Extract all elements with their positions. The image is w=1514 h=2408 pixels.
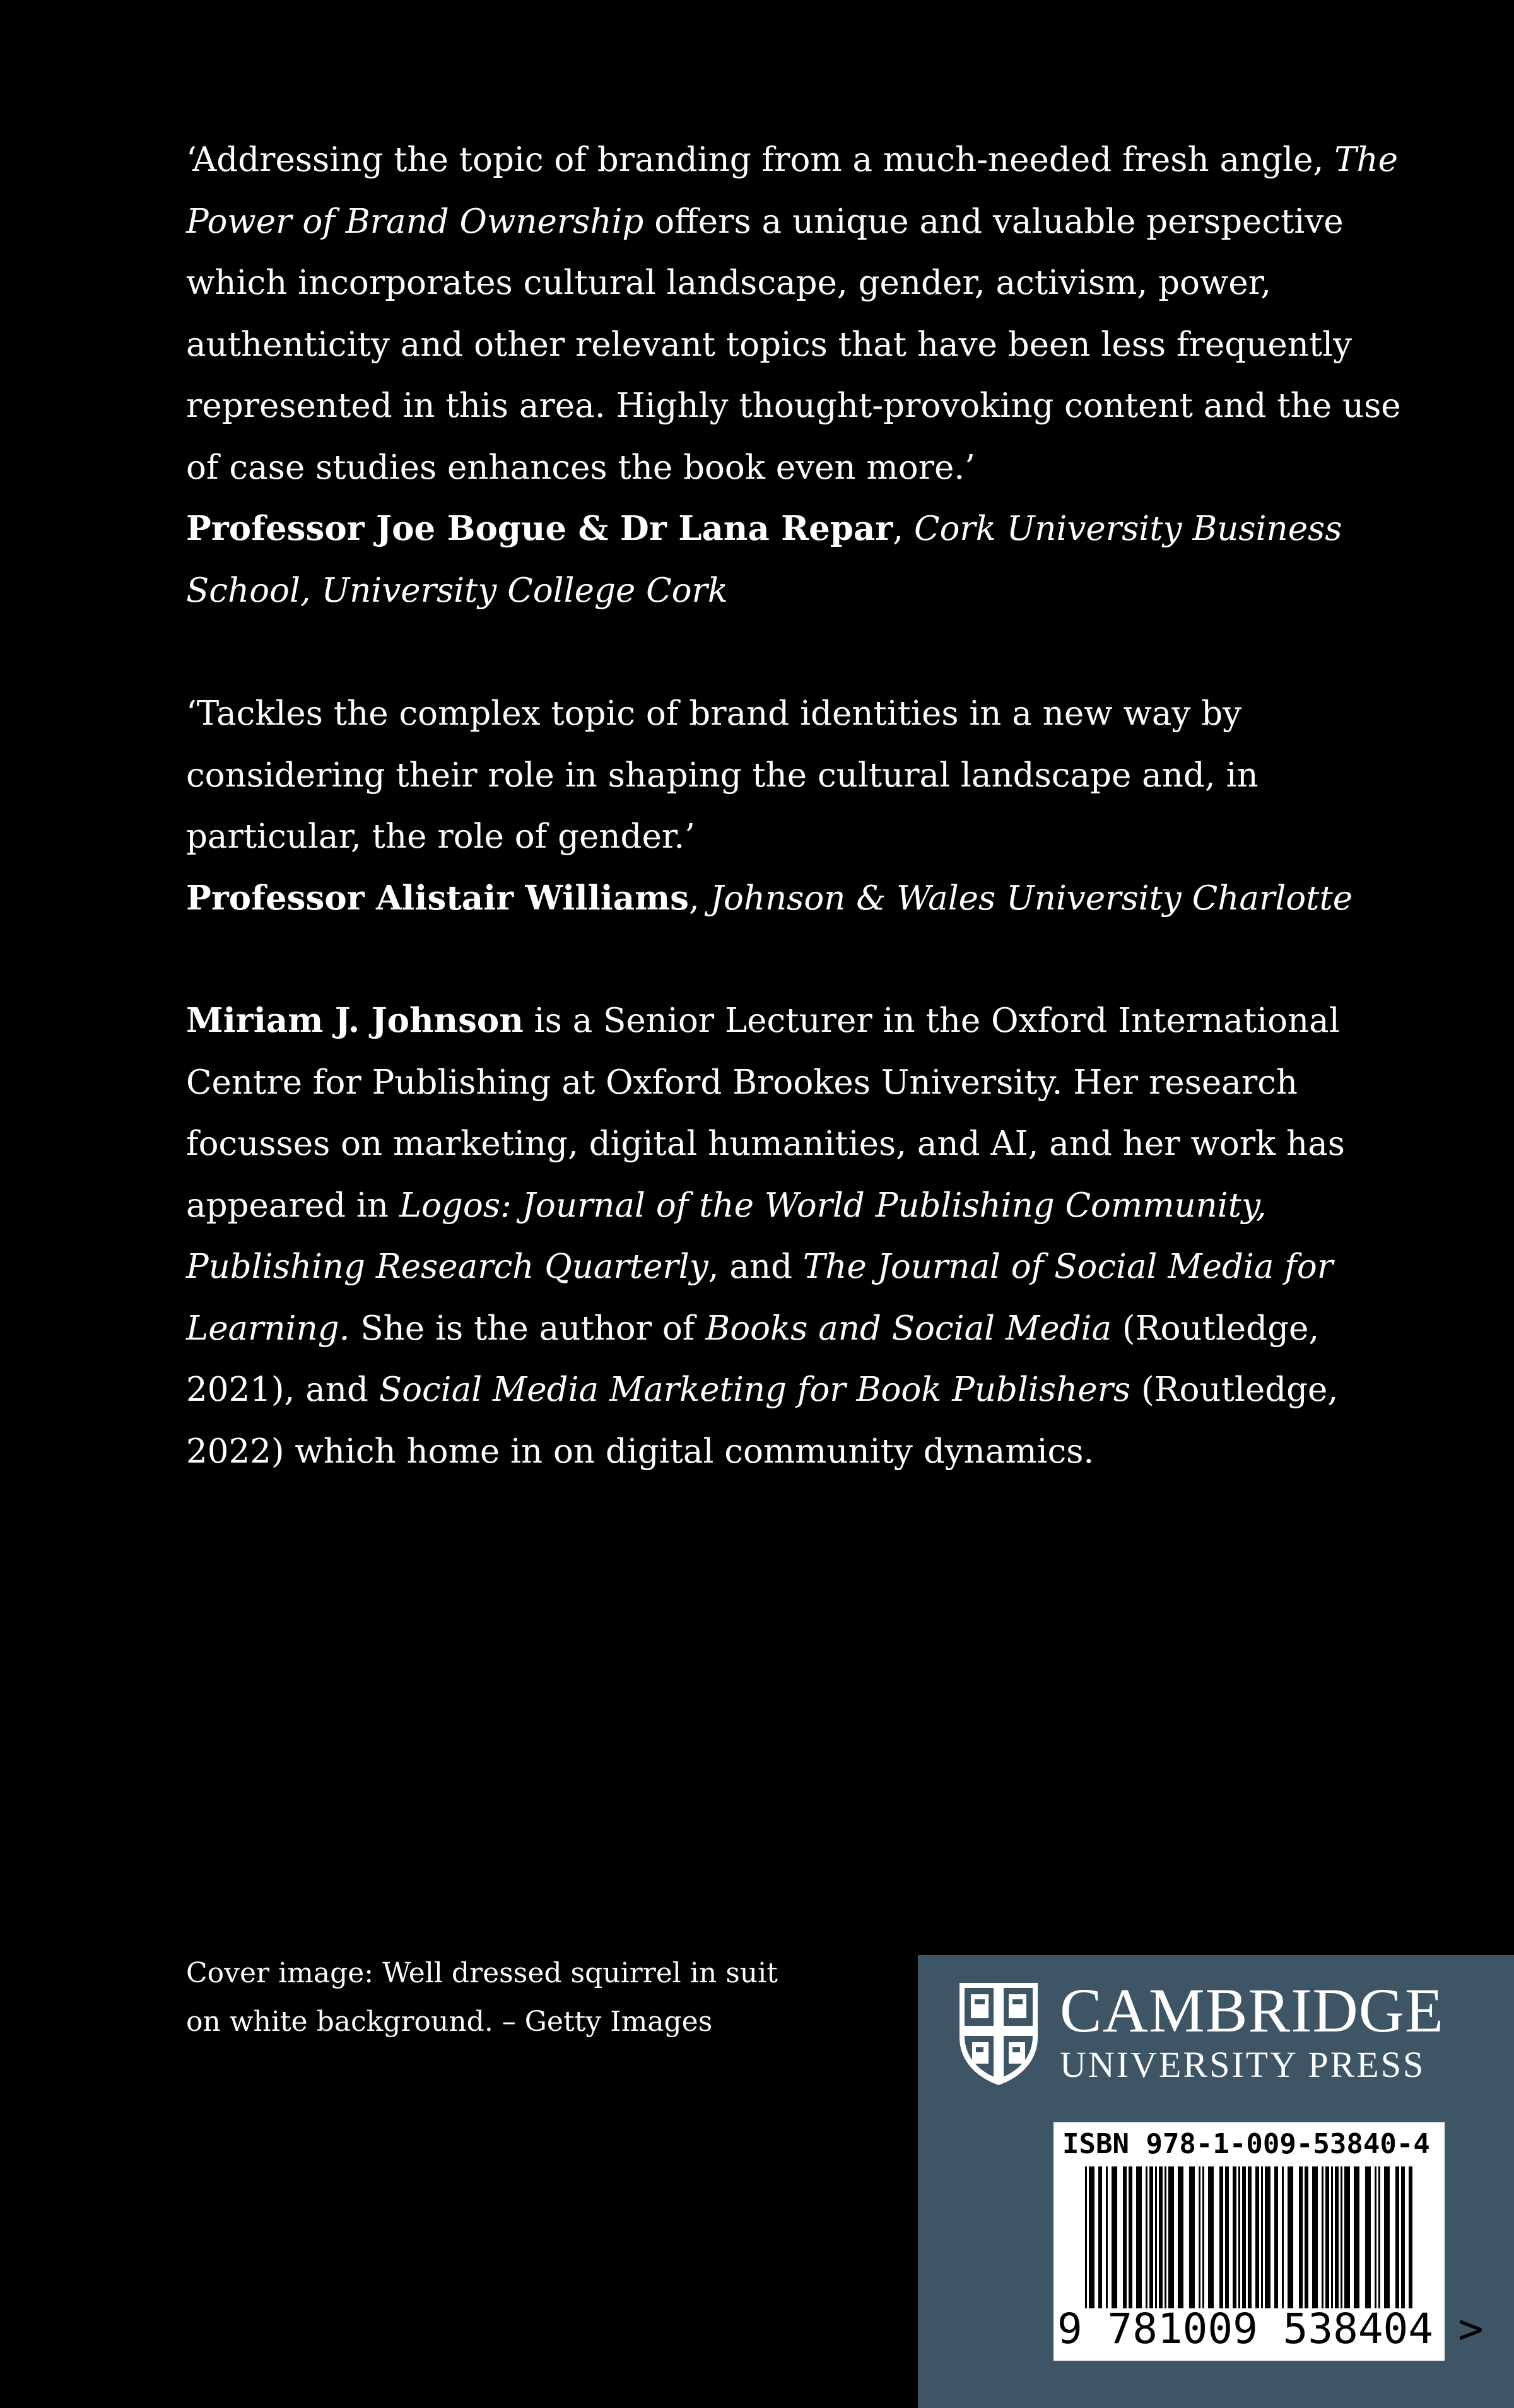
barcode-bar (1384, 2166, 1390, 2308)
barcode-bar (1199, 2166, 1200, 2308)
barcode-bar (1331, 2166, 1333, 2308)
barcode-bar (1299, 2166, 1303, 2308)
endorsement-1-text-rest: offers a unique and valuable perspective which incorporates cultural landscape, gender, activism, power, authenticity and other relevant topics that have been less frequently represented in this area. Highly thought-provoking content and the use of case studies enhances the book even more.’ (186, 202, 1401, 487)
barcode-bar (1123, 2166, 1127, 2308)
barcode (1053, 2122, 1484, 2361)
endorsement-2-attribution: Professor Alistair Williams, Johnson & Wales University Charlotte (186, 878, 1353, 918)
barcode-bar (1159, 2166, 1163, 2308)
endorsement-1-text (186, 129, 1404, 498)
barcode-bar (1261, 2166, 1263, 2308)
bio-journal-2: The Journal of Social Media for Learning. (186, 1248, 1334, 1348)
barcode-bar (1106, 2166, 1108, 2308)
barcode-bar (1409, 2166, 1412, 2308)
author-bio (186, 990, 1404, 1482)
barcode-bar (1089, 2166, 1094, 2308)
author-bio-text (186, 990, 1404, 1482)
barcode-bar (1146, 2166, 1147, 2308)
endorsement-2-text: ‘Tackles the complex topic of brand identities in a new way by considering their role in shaping the cultural landscape and, in particular, the role of gender.’ (186, 694, 1259, 856)
bio-book-2: Social Media Marketing for Book Publishers (378, 1371, 1131, 1409)
barcode-bar (1401, 2166, 1405, 2308)
cover-credit-line-2: on white background. – Getty Images (186, 2006, 713, 2038)
barcode-bar (1085, 2166, 1087, 2308)
barcode-bar (1335, 2166, 1339, 2308)
barcode-bar (1178, 2166, 1183, 2308)
barcode-bar (1225, 2166, 1229, 2308)
barcode-bar (1136, 2166, 1142, 2308)
barcode-bar (1208, 2166, 1214, 2308)
author-name: Miriam J. Johnson (186, 1001, 524, 1040)
barcode-bar (1365, 2166, 1371, 2308)
bio-text-3: She is the author of (349, 1309, 706, 1348)
barcode-bar (1242, 2166, 1246, 2308)
barcode-bar (1312, 2166, 1318, 2308)
barcode-digits: 9 781009 538404 > (1057, 2305, 1484, 2353)
barcode-bars (1060, 2166, 1438, 2308)
barcode-bar (1288, 2166, 1293, 2308)
bio-book-1: Books and Social Media (705, 1309, 1112, 1348)
barcode-bar (1238, 2166, 1240, 2308)
cover-credit-line-1: Cover image: Well dressed squirrel in suit (186, 1957, 778, 1989)
publisher-name-line-1: CAMBRIDGE (1060, 1975, 1445, 2045)
endorsement-2-affiliation: Johnson & Wales University Charlotte (710, 879, 1353, 918)
barcode-bar (1098, 2166, 1102, 2308)
book-title: The Power of Brand Ownership (186, 141, 1399, 241)
endorsement-1-author: Professor Joe Bogue & Dr Lana Repar (186, 509, 893, 548)
barcode-bar (1255, 2166, 1259, 2308)
barcode-bar (1378, 2166, 1380, 2308)
endorsement-1-text-open: ‘Addressing the topic of branding from a much-needed fresh angle, (186, 141, 1335, 179)
isbn-label: ISBN 978-1-009-53840-4 (1062, 2128, 1430, 2160)
bio-text-2: , and (708, 1248, 803, 1286)
cover-image-credit (186, 1949, 778, 2046)
barcode-bar (1305, 2166, 1308, 2308)
barcode-bar (1155, 2166, 1157, 2308)
publisher-panel (918, 1955, 1514, 2408)
barcode-bar (1168, 2166, 1174, 2308)
barcode-bar (1274, 2166, 1278, 2308)
barcode-bar (1375, 2166, 1376, 2308)
publisher-name (1060, 1975, 1445, 2088)
bio-text-4: (Routledge, 2021), and (186, 1309, 1320, 1409)
endorsement-1 (186, 129, 1404, 621)
bio-text-5: (Routledge, 2022) which home in on digital community dynamics. (186, 1371, 1339, 1471)
cambridge-crest-icon (957, 1980, 1040, 2088)
barcode-bar (1219, 2166, 1223, 2308)
barcode-bar (1149, 2166, 1153, 2308)
endorsement-2-author: Professor Alistair Williams (186, 878, 689, 918)
barcode-bar (1129, 2166, 1132, 2308)
barcode-bar (1325, 2166, 1329, 2308)
barcode-bar (1354, 2166, 1359, 2308)
barcode-bar (1265, 2166, 1270, 2308)
barcode-bar (1112, 2166, 1117, 2308)
barcode-bar (1165, 2166, 1166, 2308)
barcode-bar (1282, 2166, 1284, 2308)
endorsement-1-attribution: Professor Joe Bogue & Dr Lana Repar, Cork University Business School, University College Cork (186, 509, 1342, 610)
barcode-bar (1341, 2166, 1342, 2308)
barcode-bar (1248, 2166, 1252, 2308)
barcode-bar (1344, 2166, 1350, 2308)
bio-text-1: is a Senior Lecturer in the Oxford International Centre for Publishing at Oxford Brookes University. Her research focusses on marketing, digital humanities, and AI, and her work has appeared in (186, 1002, 1345, 1225)
bio-journal-1: Logos: Journal of the World Publishing Community, Publishing Research Quarterly (186, 1186, 1267, 1286)
endorsement-1-affiliation: Cork University Business School, University College Cork (186, 510, 1342, 610)
publisher-name-line-2: UNIVERSITY PRESS (1060, 2044, 1426, 2085)
barcode-bar (1233, 2166, 1236, 2308)
endorsement-2 (186, 683, 1404, 929)
barcode-bar (1189, 2166, 1195, 2308)
barcode-bar (1202, 2166, 1204, 2308)
barcode-bar (1322, 2166, 1323, 2308)
barcode-bar (1395, 2166, 1399, 2308)
